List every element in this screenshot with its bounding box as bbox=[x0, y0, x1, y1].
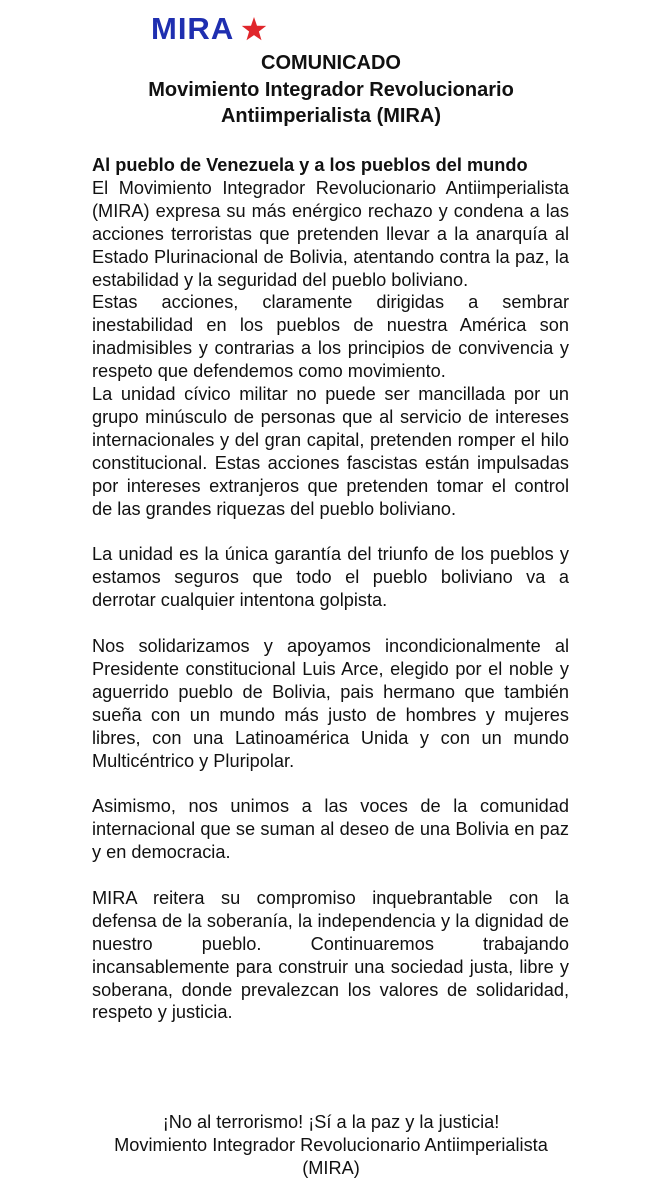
salutation: Al pueblo de Venezuela y a los pueblos del mundo bbox=[92, 155, 528, 175]
communique-footer bbox=[0, 1111, 662, 1180]
paragraph-1: El Movimiento Integrador Revolucionario Antiimperialista (MIRA) expresa su más enérgico rechazo y condena a las acciones terroristas que pretenden llevar a la anarquía al Estado Plurinacional de Bolivia, atentando contra la paz, la estabilidad y la seguridad del pueblo boliviano. bbox=[92, 177, 569, 290]
paragraph-4: La unidad es la única garantía del triunfo de los pueblos y estamos seguros que todo el pueblo boliviano va a derrotar cualquier intentona golpista. bbox=[92, 544, 569, 611]
footer-slogan: ¡No al terrorismo! ¡Sí a la paz y la justicia! bbox=[162, 1112, 500, 1132]
paragraph-5: Nos solidarizamos y apoyamos incondicionalmente al Presidente constitucional Luis Arce, elegido por el noble y aguerrido pueblo de Bolivia, pais hermano que también sueña con un mundo más justo de hombres y mujeres libres, con una Latinoamérica Unida y con un mundo Multicéntrico y Pluripolar. bbox=[92, 636, 569, 771]
footer-org-line-1: Movimiento Integrador Revolucionario Antiimperialista bbox=[114, 1134, 548, 1155]
mira-logo bbox=[151, 12, 267, 46]
heading-org-line-1: Movimiento Integrador Revolucionario bbox=[148, 78, 514, 101]
paragraph-2: Estas acciones, claramente dirigidas a sembrar inestabilidad en los pueblos de nuestra América son inadmisibles y contrarias a los principios de convivencia y respeto que defendemos como movimiento. bbox=[92, 292, 569, 382]
logo-text: MIRA bbox=[151, 11, 235, 46]
star-shape bbox=[242, 17, 266, 40]
communique-heading bbox=[0, 50, 662, 130]
paragraph-3: La unidad cívico militar no puede ser mancillada por un grupo minúsculo de personas que al servicio de intereses internacionales y del gran capital, pretenden romper el hilo constitucional. Estas acciones fascistas están impulsadas por intereses extranjeros que pretenden tomar el control de las grandes riquezas del pueblo boliviano. bbox=[92, 384, 569, 519]
paragraph-7: MIRA reitera su compromiso inquebrantable con la defensa de la soberanía, la independencia y la dignidad de nuestro pueblo. Continuaremos trabajando incansablemente para construir una sociedad justa, libre y soberana, donde prevalezcan los valores de solidaridad, respeto y justicia. bbox=[92, 887, 569, 1023]
red-star-icon bbox=[241, 16, 267, 42]
heading-title: COMUNICADO bbox=[261, 52, 401, 74]
footer-org-line-2: (MIRA) bbox=[302, 1157, 360, 1178]
communique-body bbox=[92, 154, 569, 1024]
paragraph-6: Asimismo, nos unimos a las voces de la comunidad internacional que se suman al deseo de una Bolivia en paz y en democracia. bbox=[92, 796, 569, 863]
heading-org-line-2: Antiimperialista (MIRA) bbox=[220, 105, 442, 127]
